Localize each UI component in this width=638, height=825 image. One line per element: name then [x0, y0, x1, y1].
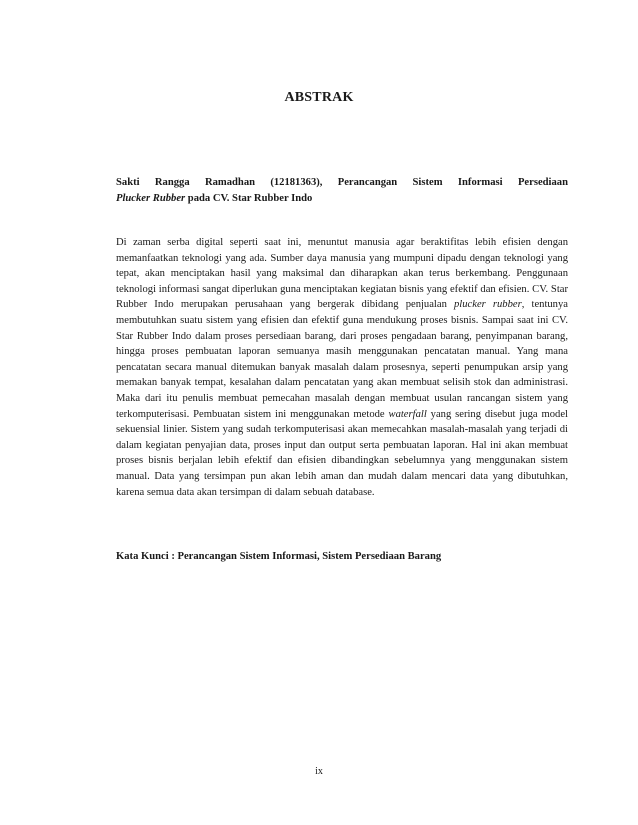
author-line: Sakti Rangga Ramadhan (12181363), Perancangan Sistem Informasi Persediaan — [116, 177, 568, 188]
abstract-part-2: , tentunya membutuhkan suatu sistem yang efisien dan efektif guna mendukung proses bisnis. Sampai saat ini CV. Star Rubber Indo dalam proses persediaan barang, dari proses pengadaan barang, penyimpanan barang, hingga proses pembuatan laporan semuanya masih menggunakan pencatatan manual. Yang mana pencatatan secara manual ditemukan banyak masalah dalam prosesnya, seperti penumpukan arsip yang memakan banyak tempat, kesalahan dalam pencatatan yang akan membuat selisih stok dan administrasi. Maka dari itu penulis membuat pemecahan masalah dengan membuat usulan rancangan sistem yang terkomputerisasi. Pembuatan sistem ini menggunakan metode — [116, 299, 568, 420]
abstract-paragraph — [116, 235, 568, 500]
italic-term: Plucker Rubber — [116, 193, 186, 204]
abstract-italic-1: plucker rubber — [454, 299, 522, 311]
abstract-italic-2: waterfall — [388, 408, 427, 420]
page-title: ABSTRAK — [284, 90, 354, 105]
page-number: ix — [315, 766, 323, 777]
author-line-rest: pada CV. Star Rubber Indo — [185, 193, 313, 204]
author-citation — [116, 175, 568, 207]
abstract-part-3: yang sering disebut juga model sekuensial linier. Sistem yang sudah terkomputerisasi akan memecahkan masalah-masalah yang terjadi di dalam kegiatan penyajian data, proses input dan output serta pembuatan laporan. Hal ini akan membuat proses bisnis berjalan lebih efektif dan efisien dibandingkan sebelumnya yang menggunakan sistem manual. Data yang tersimpan pun akan lebih aman dan mudah dalam mencari data yang dibutuhkan, karena semua data akan tersimpan di dalam sebuah database. — [116, 408, 568, 498]
abstract-body — [116, 235, 568, 500]
abstract-part-1: Di zaman serba digital seperti saat ini, menuntut manusia agar beraktifitas lebih efisien dengan memanfaatkan teknologi yang ada. Sumber daya manusia yang mumpuni dipadu dengan teknologi yang tepat, akan menciptakan hasil yang maksimal dan diharapkan akan terus berkembang. Penggunaan teknologi informasi sangat diperlukan guna menciptakan kegiatan bisnis yang efektif dan efisien. CV. Star Rubber Indo merupakan perusahaan yang bergerak dibidang penjualan — [116, 237, 568, 311]
keywords: Kata Kunci : Perancangan Sistem Informasi, Sistem Persediaan Barang — [116, 551, 442, 562]
author-line-2 — [116, 191, 568, 207]
